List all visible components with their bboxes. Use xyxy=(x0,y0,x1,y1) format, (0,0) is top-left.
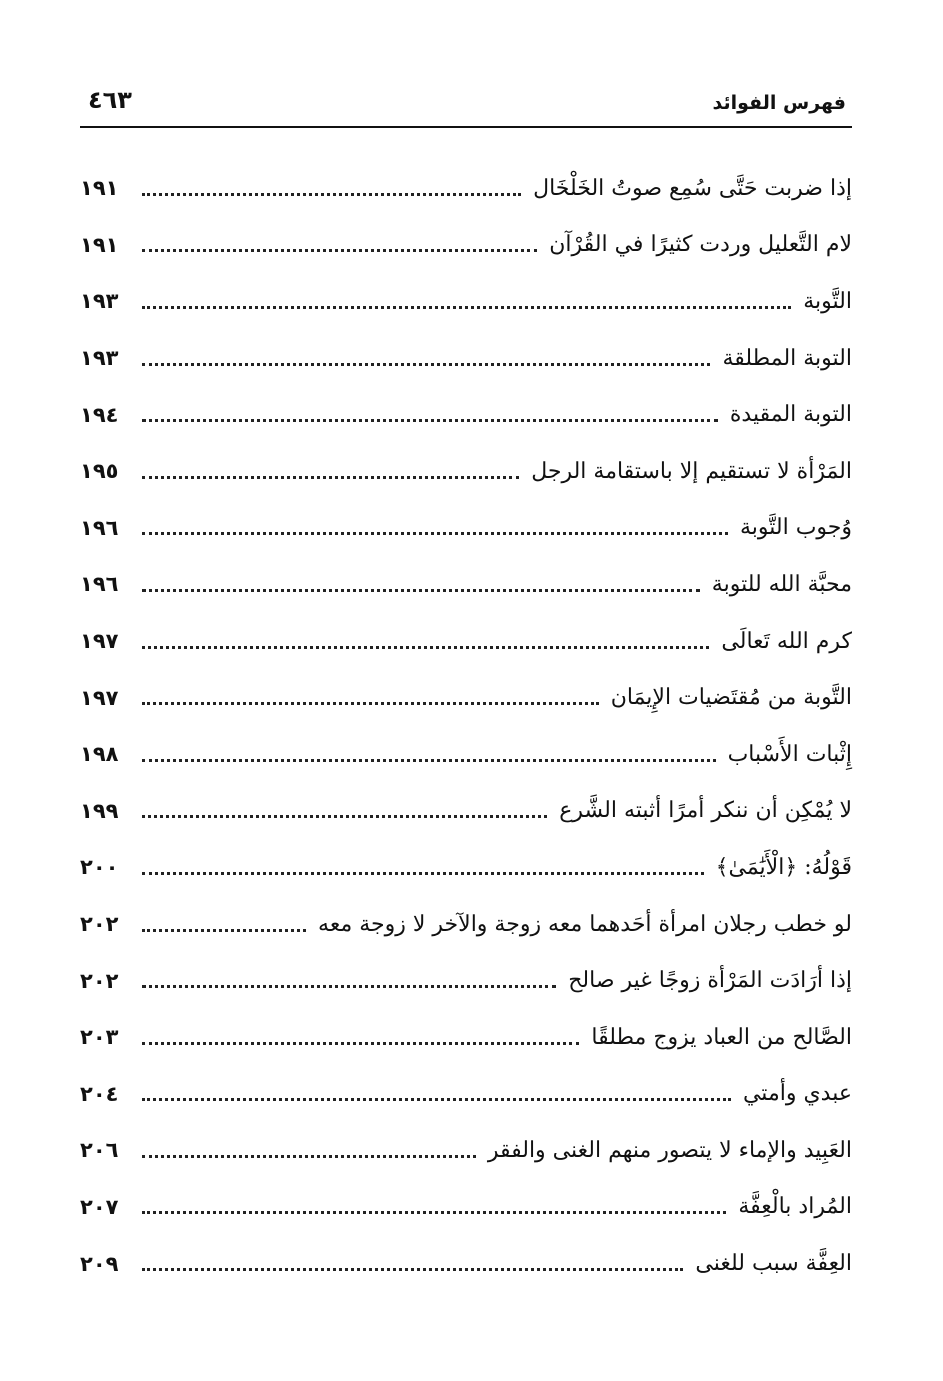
dot-leader xyxy=(142,419,718,422)
entry-page: ١٩٣ xyxy=(80,346,119,371)
index-entry xyxy=(80,556,852,613)
entry-title: التَّوبة xyxy=(803,288,852,314)
dot-leader xyxy=(142,929,306,932)
dot-leader xyxy=(142,759,716,762)
index-entry xyxy=(80,1122,852,1179)
entry-page: ٢٠٦ xyxy=(80,1138,119,1163)
entry-page: ١٩٥ xyxy=(80,459,119,484)
index-entry xyxy=(80,952,852,1009)
index-entry xyxy=(80,443,852,500)
entry-page: ١٩٧ xyxy=(80,629,119,654)
dot-leader xyxy=(142,646,709,649)
dot-leader xyxy=(142,589,700,592)
dot-leader xyxy=(142,1211,726,1214)
entry-title: الصَّالح من العباد يزوج مطلقًا xyxy=(591,1024,852,1050)
running-title: فهرس الفوائد xyxy=(712,92,846,114)
dot-leader xyxy=(142,872,704,875)
index-entry xyxy=(80,669,852,726)
entry-page: ١٩٦ xyxy=(80,515,119,540)
index-entry xyxy=(80,386,852,443)
dot-leader xyxy=(142,815,547,818)
page-number: ٤٦٣ xyxy=(88,86,132,114)
index-entry xyxy=(80,1179,852,1236)
entry-title: كرم الله تَعالَى xyxy=(721,628,852,654)
dot-leader xyxy=(142,1155,476,1158)
dot-leader xyxy=(142,985,556,988)
entry-title: التوبة المقيدة xyxy=(729,402,852,428)
entry-title: المَرْأة لا تستقيم إلا باستقامة الرجل xyxy=(531,458,852,484)
index-entry xyxy=(80,1009,852,1066)
dot-leader xyxy=(142,1268,683,1271)
index-entry xyxy=(80,839,852,896)
entry-title: لو خطب رجلان امرأة أحَدهما معه زوجة والآخر لا زوجة معه xyxy=(318,911,852,937)
entry-page: ٢٠٩ xyxy=(80,1251,119,1276)
index-entry xyxy=(80,1235,852,1292)
entry-title: التَّوبة من مُقتَضيات الإِيمَان xyxy=(610,685,852,711)
entry-title: قَوْلُهُ: ﴿الْأَيَٰمَىٰ﴾ xyxy=(715,854,852,880)
entry-page: ١٩٩ xyxy=(80,798,119,823)
entry-title: العِفَّة سبب للغنى xyxy=(695,1251,852,1277)
entry-title: محبَّة الله للتوبة xyxy=(711,571,852,597)
dot-leader xyxy=(142,249,537,252)
entry-title: لا يُمْكِن أن ننكر أمرًا أثبته الشَّرع xyxy=(559,798,852,824)
entry-title: إذا أرَادَت المَرْأة زوجًا غير صالح xyxy=(568,968,852,994)
index-entry xyxy=(80,273,852,330)
index-entry xyxy=(80,783,852,840)
entry-page: ١٩٨ xyxy=(80,742,119,767)
dot-leader xyxy=(142,1098,731,1101)
index-entry xyxy=(80,896,852,953)
index-entry xyxy=(80,330,852,387)
entry-page: ٢٠٧ xyxy=(80,1194,119,1219)
dot-leader xyxy=(142,306,791,309)
entry-title: المُراد بالْعِفَّة xyxy=(738,1194,852,1220)
index-entry xyxy=(80,613,852,670)
entry-page: ٢٠٣ xyxy=(80,1025,119,1050)
index-entry xyxy=(80,1066,852,1123)
entry-title: لام التَّعليل وردت كثيرًا في القُرْآن xyxy=(549,232,852,258)
entry-page: ١٩٤ xyxy=(80,402,119,427)
dot-leader xyxy=(142,702,599,705)
entry-page: ٢٠٤ xyxy=(80,1081,119,1106)
entry-page: ٢٠٠ xyxy=(80,855,119,880)
index-entry xyxy=(80,500,852,557)
page-header xyxy=(80,86,852,128)
index-entry xyxy=(80,217,852,274)
index-list xyxy=(80,160,852,1292)
dot-leader xyxy=(142,193,521,196)
index-entry xyxy=(80,726,852,783)
dot-leader xyxy=(142,532,728,535)
entry-title: العَبِيد والإماء لا يتصور منهم الغنى والفقر xyxy=(487,1137,852,1163)
entry-title: عبدي وأمتي xyxy=(742,1081,852,1107)
entry-page: ١٩٦ xyxy=(80,572,119,597)
entry-page: ١٩١ xyxy=(80,176,119,201)
entry-title: وُجوب التَّوبة xyxy=(739,515,852,541)
entry-page: ٢٠٢ xyxy=(80,912,119,937)
entry-title: إذا ضربت حَتَّى سُمِع صوتُ الخَلْخَال xyxy=(533,175,852,201)
entry-title: إِثْبات الأَسْباب xyxy=(727,741,852,767)
entry-page: ١٩٣ xyxy=(80,289,119,314)
entry-page: ١٩٧ xyxy=(80,685,119,710)
entry-page: ٢٠٢ xyxy=(80,968,119,993)
entry-title: التوبة المطلقة xyxy=(722,345,852,371)
dot-leader xyxy=(142,363,710,366)
dot-leader xyxy=(142,476,519,479)
dot-leader xyxy=(142,1042,579,1045)
entry-page: ١٩١ xyxy=(80,232,119,257)
index-entry xyxy=(80,160,852,217)
